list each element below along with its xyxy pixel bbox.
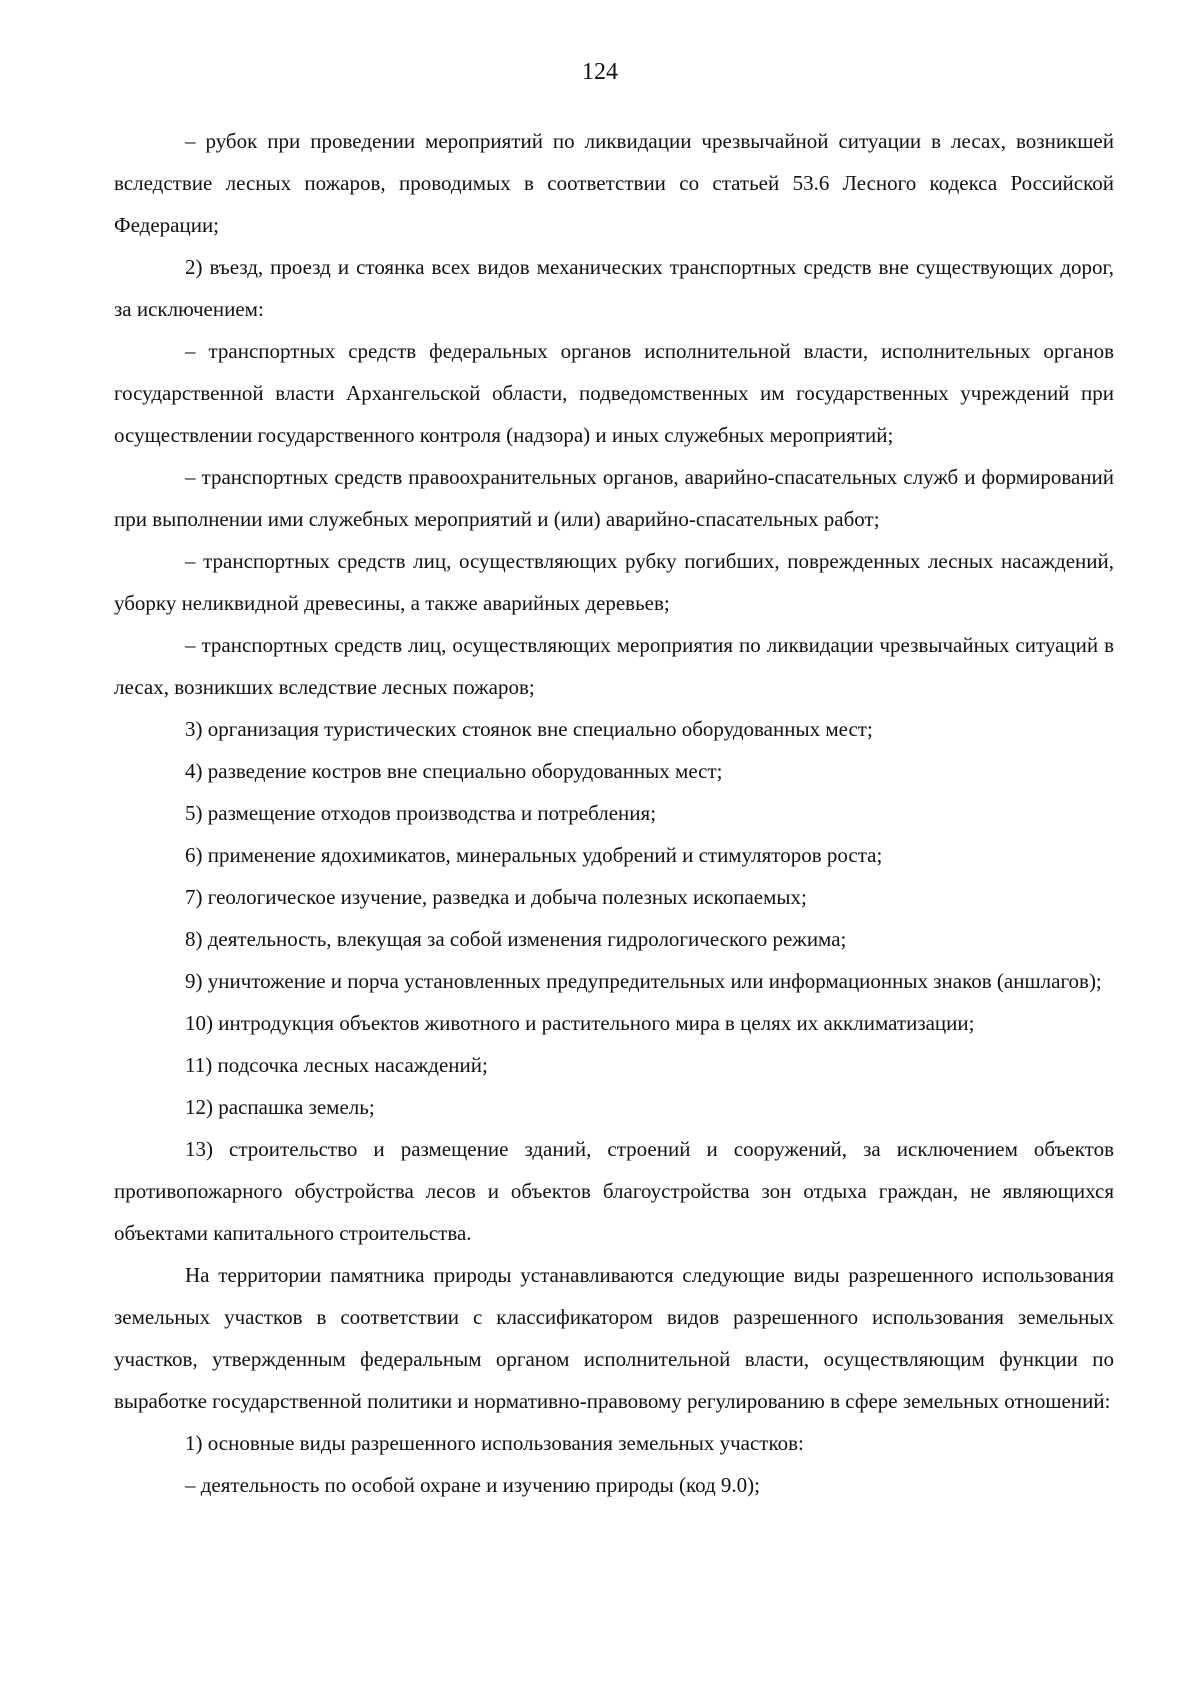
paragraph: 2) въезд, проезд и стоянка всех видов механических транспортных средств вне существующих дорог, за исключением: (114, 255, 1114, 321)
paragraph: – рубок при проведении мероприятий по ликвидации чрезвычайной ситуации в лесах, возникшей вследствие лесных пожаров, проводимых в соответствии со статьей 53.6 Лесного кодекса Российской Федерации; (114, 129, 1114, 237)
paragraph: – транспортных средств лиц, осуществляющих рубку погибших, поврежденных лесных насаждений, уборку неликвидной древесины, а также аварийных деревьев; (114, 549, 1114, 615)
paragraph: 4) разведение костров вне специально оборудованных мест; (185, 759, 723, 783)
paragraph: На территории памятника природы устанавливаются следующие виды разрешенного использования земельных участков в соответствии с классификатором видов разрешенного использования земельных участков, утвержденным федеральным органом исполнительной власти, осуществляющим функции по выработке государственной политики и нормативно-правовому регулированию в сфере земельных отношений: (114, 1263, 1114, 1413)
paragraph: 9) уничтожение и порча установленных предупредительных или информационных знаков (аншлагов); (185, 969, 1102, 993)
paragraph: 13) строительство и размещение зданий, строений и сооружений, за исключением объектов противопожарного обустройства лесов и объектов благоустройства зон отдыха граждан, не являющихся объектами капитального строительства. (114, 1137, 1114, 1245)
document-body (114, 120, 1114, 1506)
paragraph: 3) организация туристических стоянок вне специально оборудованных мест; (185, 717, 873, 741)
paragraph: 7) геологическое изучение, разведка и добыча полезных ископаемых; (185, 885, 807, 909)
paragraph: – транспортных средств лиц, осуществляющих мероприятия по ликвидации чрезвычайных ситуаций в лесах, возникших вследствие лесных пожаров; (114, 633, 1114, 699)
paragraph: 12) распашка земель; (185, 1095, 375, 1119)
paragraph: 6) применение ядохимикатов, минеральных удобрений и стимуляторов роста; (185, 843, 883, 867)
paragraph: – транспортных средств федеральных органов исполнительной власти, исполнительных органов государственной власти Архангельской области, подведомственных им государственных учреждений при осуществлении государственного контроля (надзора) и иных служебных мероприятий; (114, 339, 1114, 447)
paragraph: – транспортных средств правоохранительных органов, аварийно-спасательных служб и формирований при выполнении ими служебных мероприятий и (или) аварийно-спасательных работ; (114, 465, 1114, 531)
paragraph: 10) интродукция объектов животного и растительного мира в целях их акклиматизации; (185, 1011, 975, 1035)
page-number: 124 (582, 59, 618, 85)
paragraph: 1) основные виды разрешенного использования земельных участков: (185, 1431, 804, 1455)
paragraph: 11) подсочка лесных насаждений; (185, 1053, 488, 1077)
paragraph: 8) деятельность, влекущая за собой изменения гидрологического режима; (185, 927, 847, 951)
paragraph: 5) размещение отходов производства и потребления; (185, 801, 657, 825)
paragraph: – деятельность по особой охране и изучению природы (код 9.0); (185, 1473, 760, 1497)
